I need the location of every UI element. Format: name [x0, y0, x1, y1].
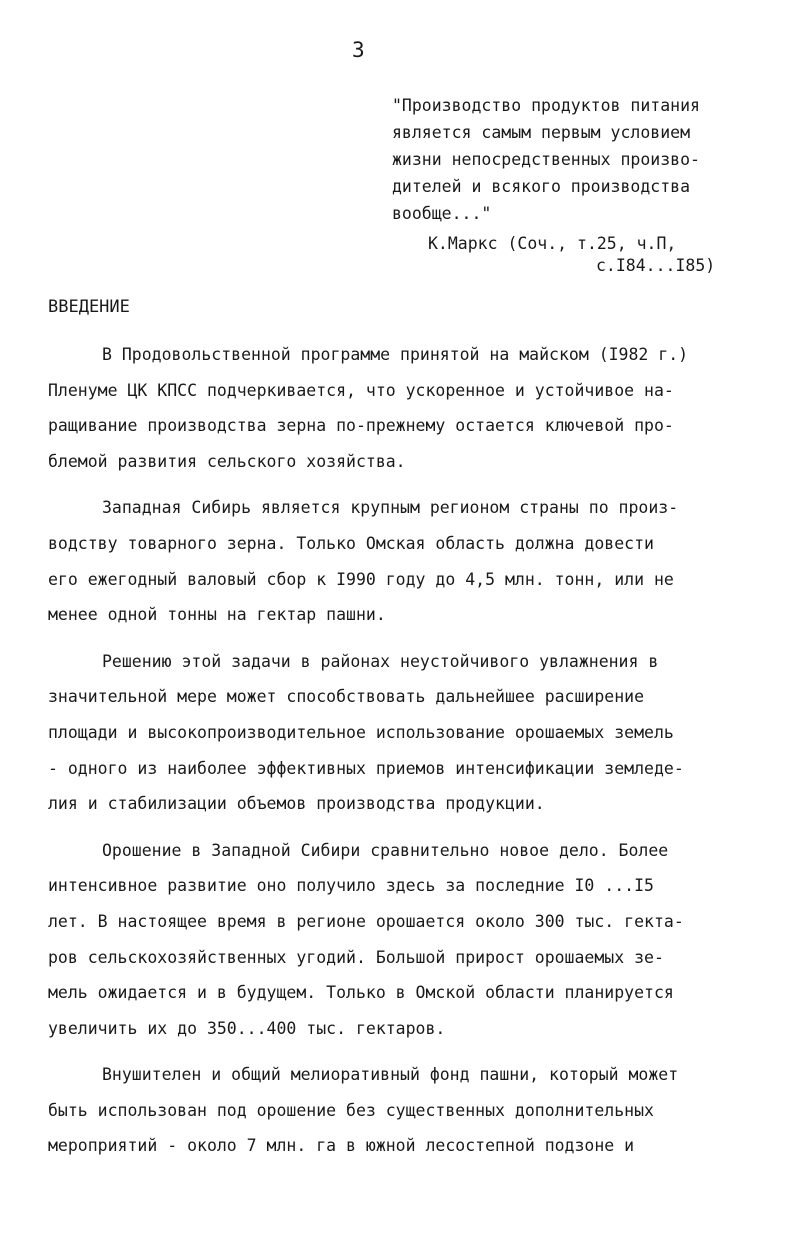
- text-line: Внушителен и общий мелиоративный фонд пашни, который может: [102, 1065, 679, 1085]
- epigraph-line: "Производство продуктов питания: [392, 96, 700, 115]
- text-line: В Продовольственной программе принятой на майском (I982 г.): [102, 345, 689, 364]
- text-line: водству товарного зерна. Только Омская область должна довести: [48, 533, 654, 553]
- epigraph-line: дителей и всякого производства: [392, 177, 691, 196]
- text-line: Западная Сибирь является крупным регионом страны по произ-: [102, 498, 679, 518]
- page-number: 3: [352, 38, 365, 62]
- paragraph: [48, 833, 748, 1047]
- text-line: мель ожидается и в будущем. Только в Омской области планируется: [48, 983, 674, 1003]
- paragraph: [48, 490, 748, 632]
- paragraph: [48, 644, 748, 822]
- body-text: [48, 337, 748, 1175]
- text-line: значительной мере может способствовать дальнейшее расширение: [48, 687, 645, 707]
- section-heading: ВВЕДЕНИЕ: [48, 297, 130, 317]
- epigraph-quote: [392, 92, 772, 227]
- text-line: блемой развития сельского хозяйства.: [48, 451, 406, 471]
- text-line: - одного из наиболее эффективных приемов интенсификации земледе-: [48, 758, 684, 778]
- epigraph-line: является самым первым условием: [392, 123, 691, 142]
- attribution-line: с.I84...I85): [596, 256, 716, 275]
- text-line: лия и стабилизации объемов производства продукции.: [48, 794, 545, 814]
- text-line: Решению этой задачи в районах неустойчивого увлажнения в: [102, 651, 659, 671]
- text-line: его ежегодный валовый сбор к I990 году до 4,5 млн. тонн, или не: [48, 569, 674, 589]
- text-line: площади и высокопроизводительное использование орошаемых земель: [48, 722, 674, 742]
- text-line: увеличить их до 350...400 тыс. гектаров.: [48, 1018, 446, 1038]
- text-line: Орошение в Западной Сибири сравнительно новое дело. Более: [102, 840, 669, 860]
- epigraph-line: вообще...": [392, 204, 492, 223]
- attribution-line: К.Маркс (Соч., т.25, ч.П,: [428, 234, 677, 253]
- text-line: быть использован под орошение без существенных дополнительных: [48, 1100, 654, 1120]
- paragraph: [48, 337, 748, 479]
- text-line: Пленуме ЦК КПСС подчеркивается, что ускоренное и устойчивое на-: [48, 380, 674, 400]
- text-line: менее одной тонны на гектар пашни.: [48, 605, 386, 625]
- text-line: интенсивное развитие оно получило здесь за последние I0 ...I5: [48, 876, 654, 896]
- epigraph-attribution: [428, 233, 758, 277]
- text-line: ров сельскохозяйственных угодий. Большой прирост орошаемых зе-: [48, 947, 664, 967]
- paragraph: [48, 1057, 748, 1164]
- epigraph-line: жизни непосредственных произво-: [392, 150, 700, 169]
- text-line: мероприятий - около 7 млн. га в южной лесостепной подзоне и: [48, 1136, 635, 1156]
- text-line: ращивание производства зерна по-прежнему остается ключевой про-: [48, 416, 674, 436]
- text-line: лет. В настоящее время в регионе орошается около 300 тыс. гекта-: [48, 911, 684, 931]
